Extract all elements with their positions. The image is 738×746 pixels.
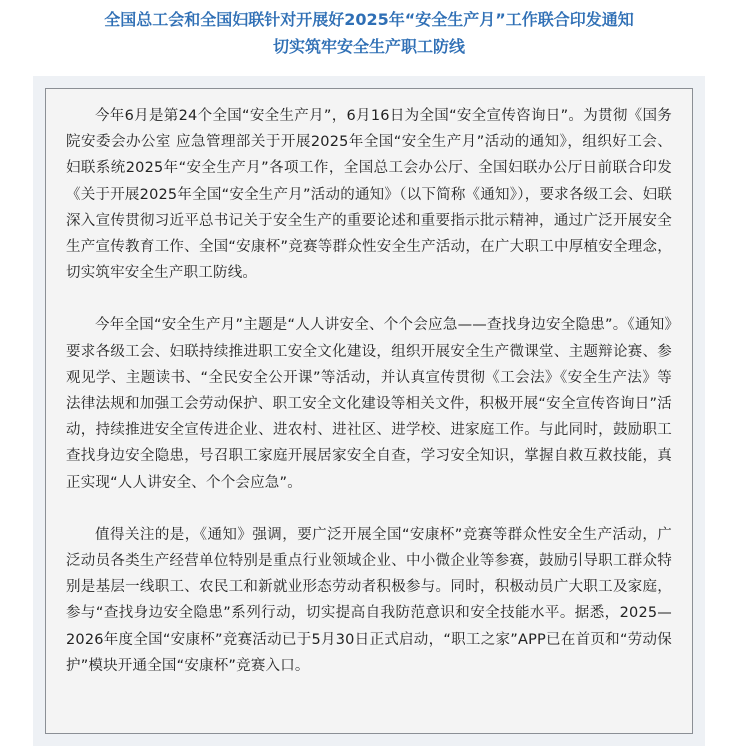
- article-subtitle: 切实筑牢安全生产职工防线: [272, 37, 465, 56]
- article-header: [0, 6, 738, 60]
- paragraph-1: 今年6月是第24个全国“安全生产月”，6月16日为全国“安全宣传咨询日”。为贯彻《国务院安委会办公室 应急管理部关于开展2025年全国“安全生产月”活动的通知》，组织好工会、妇联系统2025年“安全生产月”各项工作，全国总工会办公厅、全国妇联办公厅日前联合印发《关于开展2025年全国“安全生产月”活动的通知》（以下简称《通知》），要求各级工会、妇联深入宣传贯彻习近平总书记关于安全生产的重要论述和重要指示批示精神，通过广泛开展安全生产宣传教育工作、全国“安康杯”竞赛等群众性安全生产活动，在广大职工中厚植安全理念，切实筑牢安全生产职工防线。: [66, 108, 672, 282]
- article-body-frame: [33, 76, 705, 746]
- paragraph-3: 值得关注的是，《通知》强调，要广泛开展全国“安康杯”竞赛等群众性安全生产活动，广泛动员各类生产经营单位特别是重点行业领域企业、中小微企业等参赛，鼓励引导职工群众特别是基层一线职工、农民工和新就业形态劳动者积极参与。同时，积极动员广大职工及家庭，参与“查找身边安全隐患”系列行动，切实提高自我防范意识和安全技能水平。据悉，2025—2026年度全国“安康杯”竞赛活动已于5月30日正式启动，“职工之家”APP已在首页和“劳动保护”模块开通全国“安康杯”竞赛入口。: [66, 526, 672, 674]
- paragraph-2: 今年全国“安全生产月”主题是“人人讲安全、个个会应急——查找身边安全隐患”。《通知》要求各级工会、妇联持续推进职工安全文化建设，组织开展安全生产微课堂、主题辩论赛、参观见学、主题读书、“全民安全公开课”等活动，并认真宣传贯彻《工会法》《安全生产法》等法律法规和加强工会劳动保护、职工安全文化建设等相关文件，积极开展“安全宣传咨询日”活动，持续推进安全宣传进企业、进农村、进社区、进学校、进家庭工作。与此同时，鼓励职工查找身边安全隐患，号召职工家庭开展居家安全自查，学习安全知识，掌握自救互救技能，真正实现“人人讲安全、个个会应急”。: [66, 317, 672, 491]
- article-body: [45, 88, 693, 734]
- article-title: 全国总工会和全国妇联针对开展好2025年“安全生产月”工作联合印发通知: [104, 10, 634, 29]
